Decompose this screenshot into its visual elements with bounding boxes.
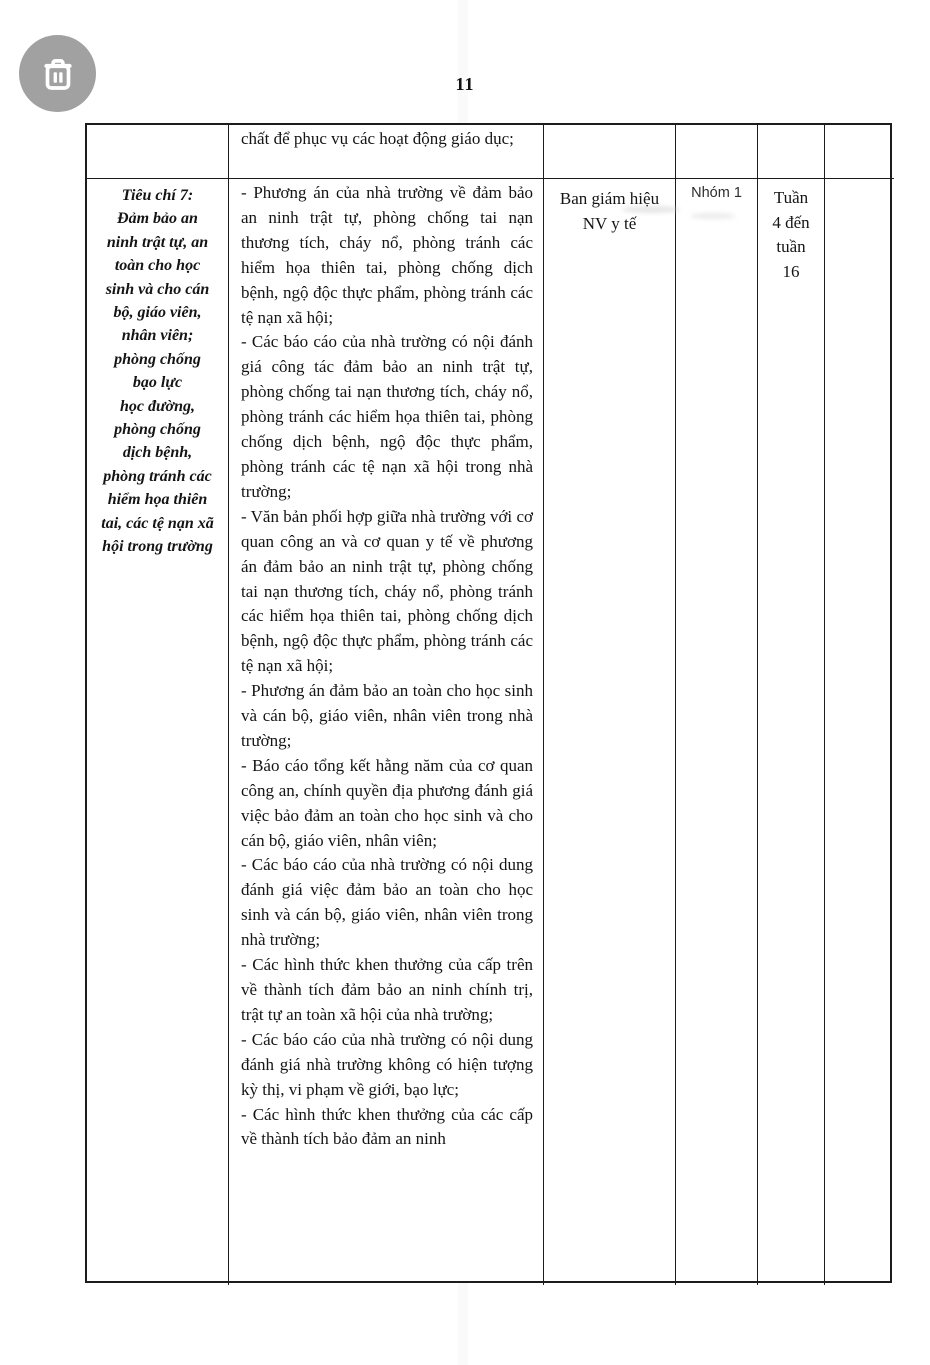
time-line: Tuần bbox=[773, 188, 809, 207]
evidence-item: - Các báo cáo của nhà trường có nội dung đánh giá nhà trường không có hiện tượng kỳ thị, vi phạm về giới, bạo lực; bbox=[241, 1029, 533, 1099]
criteria-line: phòng tránh các bbox=[103, 467, 212, 485]
criteria-line: ninh trật tự, an bbox=[106, 233, 209, 251]
evidence-item: - Phương án đảm bảo an toàn cho học sinh và cán bộ, giáo viên, nhân viên trong nhà trường; bbox=[241, 681, 533, 750]
criteria-cell-partial bbox=[87, 125, 228, 178]
evidence-item: chất để phục vụ các hoạt động giáo dục; bbox=[241, 129, 514, 148]
group-cell-partial bbox=[675, 125, 757, 178]
criteria-line: phòng chống bbox=[114, 421, 201, 439]
page-number: 11 bbox=[455, 74, 475, 94]
criteria-line: dịch bệnh, bbox=[122, 444, 193, 462]
note-cell bbox=[824, 178, 894, 1285]
criteria-line: tai, các tệ nạn xã bbox=[101, 514, 214, 532]
criteria-line: sinh và cho cán bbox=[105, 280, 210, 298]
evidence-item: - Các báo cáo của nhà trường có nội dung đánh giá việc đảm bảo an toàn cho học sinh và cán bộ, giáo viên, nhân viên trong nhà trường; bbox=[241, 855, 533, 950]
criteria-line: phòng chống bbox=[114, 350, 201, 368]
time-cell bbox=[757, 178, 824, 1285]
time-line: 16 bbox=[782, 261, 800, 281]
evidence-item: - Văn bản phối hợp giữa nhà trường với cơ quan công an và cơ quan y tế về phương án đảm bảo an ninh trật tự, phòng chống tai nạn thương tích, cháy nổ, phòng tránh các hiểm họa thiên tai, phòng chống dịch bệnh, ngộ độc thực phẩm, phòng tránh các tệ nạn xã hội; bbox=[241, 506, 533, 676]
criteria-line: nhân viên; bbox=[121, 327, 194, 345]
evidence-cell-partial bbox=[228, 125, 543, 178]
evidence-item: - Báo cáo tổng kết hằng năm của cơ quan công an, chính quyền địa phương đánh giá việc bảo đảm an toàn cho học sinh và cho cán bộ, giáo viên, nhân viên; bbox=[241, 755, 533, 850]
evidence-item: - Các hình thức khen thưởng của cấp trên về thành tích đảm bảo an ninh chính trị, trật tự an toàn xã hội của nhà trường; bbox=[241, 955, 533, 1024]
evidence-item: - Phương án của nhà trường về đảm bảo an ninh trật tự, phòng chống tai nạn thương tích, cháy nổ, phòng tránh các hiểm họa thiên tai, phòng chống dịch bệnh, ngộ độc thực phẩm, phòng tránh các tệ nạn xã hội; bbox=[241, 183, 533, 327]
group-cell bbox=[675, 178, 757, 1285]
criteria-table bbox=[85, 123, 892, 1283]
evidence-item: - Các báo cáo của nhà trường có nội đánh giá công tác đảm bảo an ninh trật tự, phòng chống tai nạn thương tích, cháy nổ, phòng tránh các hiểm họa thiên tai, phòng chống dịch bệnh, ngộ độc thực phẩm, phòng tránh các tệ nạn xã hội trong nhà trường; bbox=[241, 332, 533, 501]
responsible-line: Ban giám hiệu bbox=[559, 189, 660, 208]
criteria-line: bộ, giáo viên, bbox=[113, 304, 202, 322]
note-cell-partial bbox=[824, 125, 894, 178]
time-cell-partial bbox=[757, 125, 824, 178]
criteria-line: hiểm họa thiên bbox=[107, 491, 208, 509]
responsible-cell bbox=[543, 178, 675, 1285]
evidence-cell bbox=[228, 178, 543, 1285]
group-label: Nhóm 1 bbox=[691, 185, 742, 201]
responsible-cell-partial bbox=[543, 125, 675, 178]
criteria-line: Đảm bảo an bbox=[117, 210, 198, 228]
criteria-line: Tiêu chí 7: bbox=[121, 187, 194, 204]
criteria-cell bbox=[87, 178, 228, 1285]
criteria-line: học đường, bbox=[119, 397, 196, 415]
evidence-item: - Các hình thức khen thưởng của các cấp về thành tích bảo đảm an ninh bbox=[241, 1104, 533, 1149]
criteria-line: hội trong trường bbox=[102, 538, 213, 556]
criteria-line: toàn cho học bbox=[114, 257, 201, 275]
time-line: 4 đến bbox=[772, 212, 810, 232]
time-line: tuần bbox=[776, 237, 806, 256]
responsible-line: NV y tế bbox=[582, 214, 637, 233]
criteria-line: bạo lực bbox=[132, 374, 183, 392]
